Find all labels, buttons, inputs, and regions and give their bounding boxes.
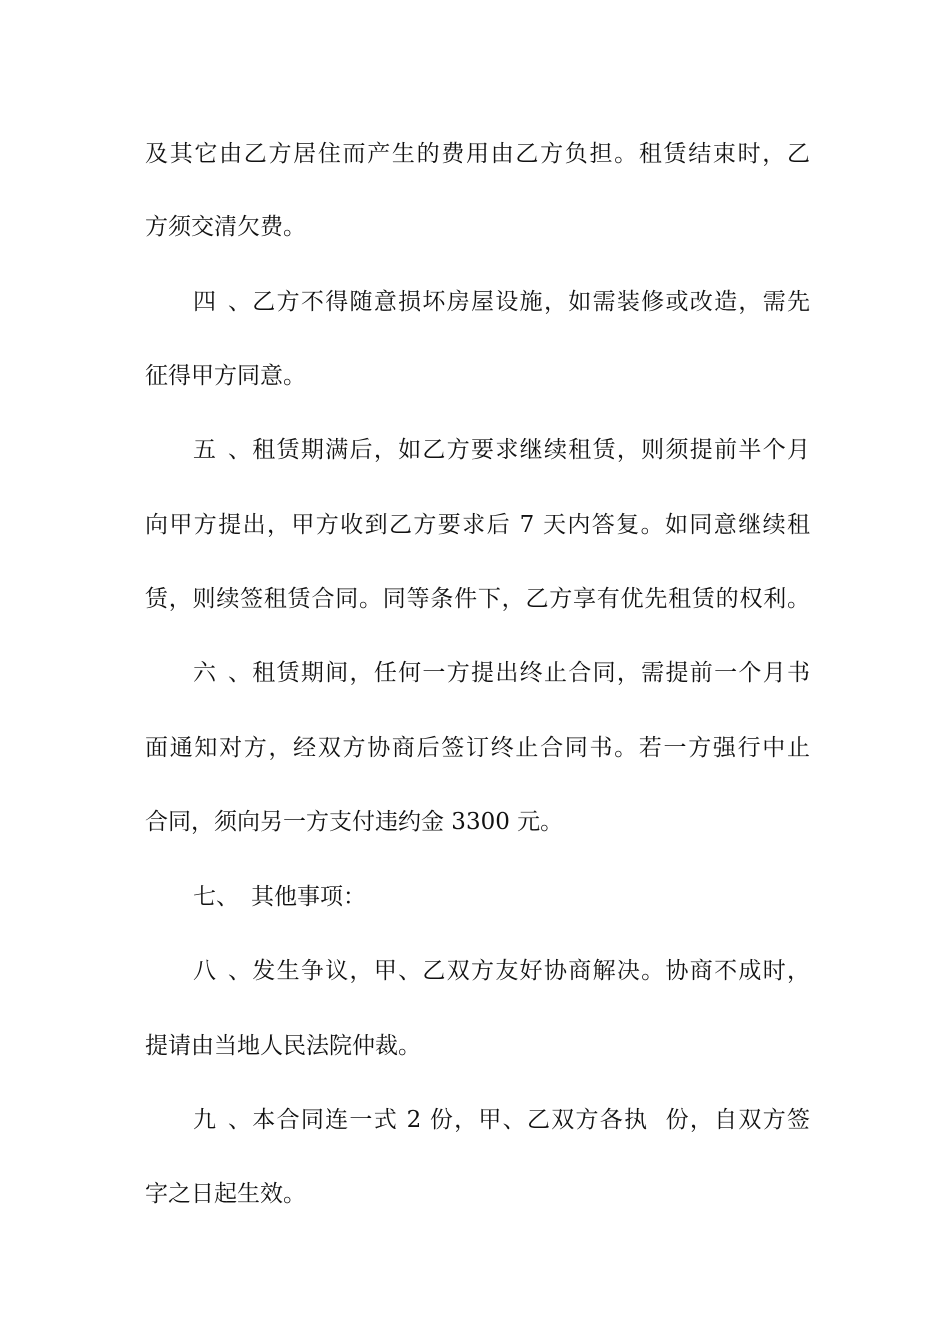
paragraph-line: 合同，须向另一方支付违约金 3300 元。 <box>145 809 564 835</box>
clause-number: 九、 <box>193 1107 251 1133</box>
paragraph-line: 及其它由乙方居住而产生的费用由乙方负担。租赁结束时，乙 <box>145 141 810 167</box>
paragraph-line: 赁，则续签租赁合同。同等条件下，乙方享有优先租赁的权利。 <box>145 586 810 612</box>
paragraph-line: 向甲方提出，甲方收到乙方要求后 7 天内答复。如同意继续租 <box>145 512 810 538</box>
clause-text: 发生争议，甲、乙双方友好协商解决。协商不成时， <box>251 958 810 984</box>
clause-number: 六、 <box>193 660 251 686</box>
paragraph-line: 面通知对方，经双方协商后签订终止合同书。若一方强行中止 <box>145 735 810 761</box>
clause-7-first-line <box>193 880 810 914</box>
clause-6-first-line <box>193 656 810 690</box>
clause-number: 七、 <box>193 884 239 910</box>
clause-text: 乙方不得随意损坏房屋设施，如需装修或改造，需先 <box>251 289 810 315</box>
clause-text: 其他事项： <box>251 884 366 910</box>
clause-number: 五、 <box>193 437 251 463</box>
clause-text: 租赁期间，任何一方提出终止合同，需提前一个月书 <box>251 660 810 686</box>
clause-number: 四、 <box>193 289 251 315</box>
clause-4-first-line <box>193 285 810 319</box>
clause-9-first-line <box>193 1103 810 1137</box>
clause-text: 租赁期满后，如乙方要求继续租赁，则须提前半个月 <box>251 437 810 463</box>
paragraph-line: 提请由当地人民法院仲裁。 <box>145 1033 421 1059</box>
paragraph-line: 字之日起生效。 <box>145 1181 306 1207</box>
paragraph-line: 征得甲方同意。 <box>145 363 306 389</box>
clause-8-first-line <box>193 954 810 988</box>
clause-text: 本合同连一式 2 份，甲、乙双方各执 份，自双方签 <box>251 1107 810 1133</box>
clause-number: 八、 <box>193 958 251 984</box>
paragraph-line: 方须交清欠费。 <box>145 214 306 240</box>
clause-5-first-line <box>193 433 810 467</box>
